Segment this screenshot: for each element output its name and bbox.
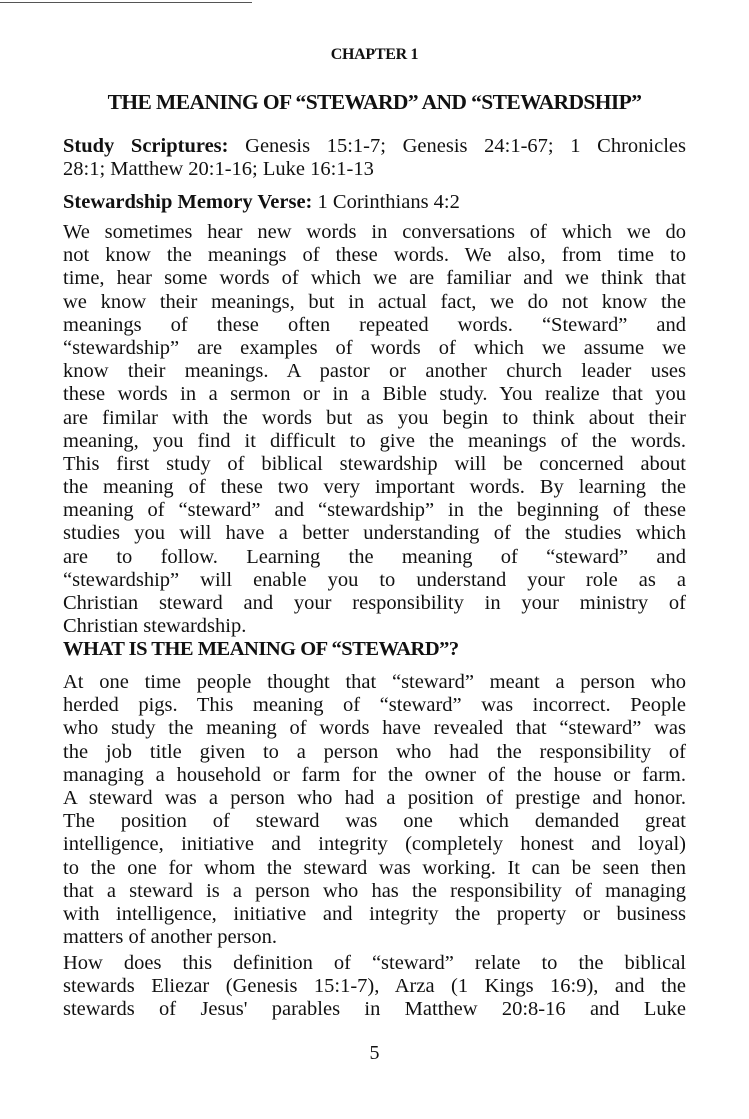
text-line: not know the meanings of these words. We also, from time to (63, 244, 686, 267)
study-scriptures (63, 135, 686, 181)
text-line: How does this definition of “steward” relate to the biblical (63, 952, 686, 974)
text-line: studies you will have a better understanding of the studies which (63, 522, 686, 545)
text-line: know their meanings. A pastor or another church leader uses (63, 360, 686, 383)
text-line: “stewardship” will enable you to understand your role as a (63, 568, 686, 591)
text-line: that a steward is a person who has the responsibility of managing (63, 879, 686, 902)
text-line: to the one for whom the steward was working. It can be seen then (63, 856, 686, 879)
text-line: meaning, you find it difficult to give the meanings of the words. (63, 429, 686, 452)
top-rule (0, 2, 252, 3)
text-line: are to follow. Learning the meaning of “steward” and (63, 545, 686, 568)
study-scriptures-line2: 28:1; Matthew 20:1-16; Luke 16:1-13 (63, 158, 374, 181)
text-line: herded pigs. This meaning of “steward” was incorrect. People (63, 694, 686, 717)
page-title: THE MEANING OF “STEWARD” AND “STEWARDSHIP” (107, 90, 642, 114)
paragraph-2 (63, 671, 686, 949)
paragraph-1 (63, 221, 686, 638)
section-heading: WHAT IS THE MEANING OF “STEWARD”? (63, 638, 459, 660)
text-line: meanings of these often repeated words. “Steward” and (63, 313, 686, 336)
text-line: At one time people thought that “steward” meant a person who (63, 671, 686, 693)
text-line: who study the meaning of words have revealed that “steward” was (63, 717, 686, 740)
text-line: Christian stewardship. (63, 615, 247, 638)
text-line: with intelligence, initiative and integrity the property or business (63, 902, 686, 925)
study-scriptures-line1: Genesis 15:1-7; Genesis 24:1-67; 1 Chronicles (228, 135, 686, 157)
text-line: The position of steward was one which demanded great (63, 810, 686, 833)
text-line: A steward was a person who had a position of prestige and honor. (63, 786, 686, 809)
text-line: Christian steward and your responsibility in your ministry of (63, 592, 686, 614)
text-line: the meaning of these two very important words. By learning the (63, 476, 686, 499)
text-line: managing a household or farm for the owner of the house or farm. (63, 763, 686, 786)
text-line: We sometimes hear new words in conversations of which we do (63, 221, 686, 243)
text-line: we know their meanings, but in actual fact, we do not know the (63, 290, 686, 313)
chapter-label: CHAPTER 1 (330, 46, 419, 63)
page-number: 5 (369, 1042, 380, 1064)
paragraph-3 (63, 952, 686, 1022)
text-line: matters of another person. (63, 926, 278, 949)
text-line: This first study of biblical stewardship will be concerned about (63, 452, 686, 475)
text-line: time, hear some words of which we are familiar and we think that (63, 267, 686, 290)
text-line: stewards Eliezar (Genesis 15:1-7), Arza (1 Kings 16:9), and the (63, 975, 686, 998)
text-line: stewards of Jesus' parables in Matthew 20:8-16 and Luke (63, 998, 686, 1021)
memory-verse-label: Stewardship Memory Verse: (63, 191, 313, 213)
study-scriptures-label: Study Scriptures: (63, 135, 229, 157)
text-line: these words in a sermon or in a Bible study. You realize that you (63, 383, 686, 406)
text-line: the job title given to a person who had the responsibility of (63, 740, 686, 763)
memory-verse-value: 1 Corinthians 4:2 (312, 191, 460, 213)
text-line: meaning of “steward” and “stewardship” in the beginning of these (63, 499, 686, 522)
text-line: intelligence, initiative and integrity (completely honest and loyal) (63, 833, 686, 856)
text-line: are fimilar with the words but as you begin to think about their (63, 406, 686, 429)
memory-verse (63, 191, 686, 214)
text-line: “stewardship” are examples of words of which we assume we (63, 336, 686, 359)
